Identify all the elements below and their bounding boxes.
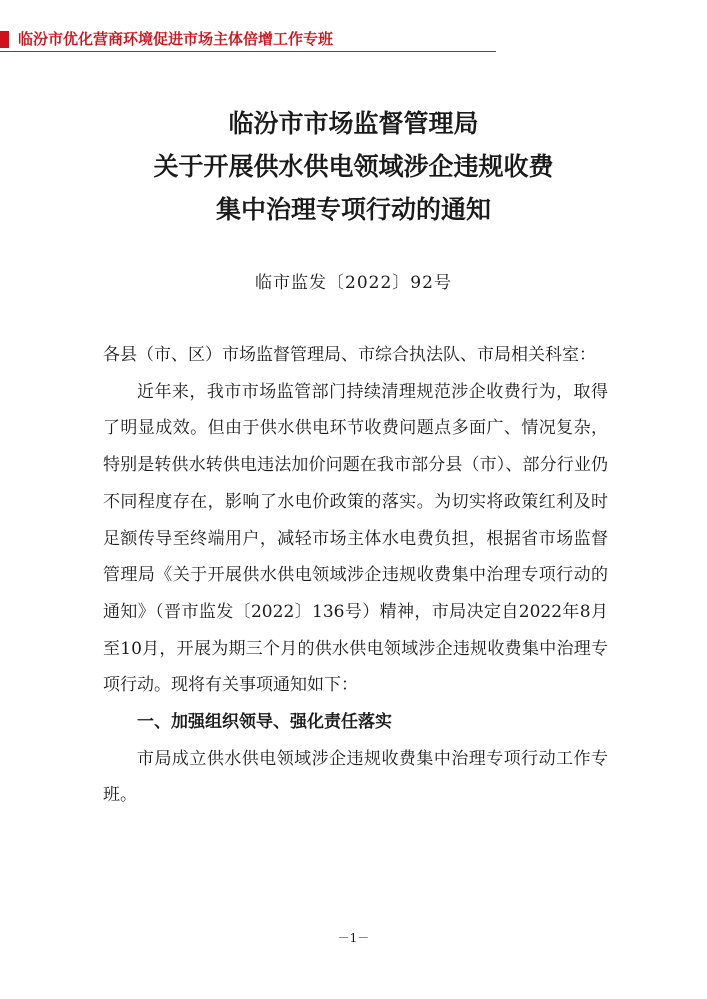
header-text: 临汾市优化营商环境促进市场主体倍增工作专班 xyxy=(18,30,334,48)
document-title xyxy=(0,102,707,231)
page-number: －1－ xyxy=(337,931,370,945)
header-red-marker xyxy=(0,31,9,48)
title-line-1: 临汾市市场监督管理局 xyxy=(228,109,479,138)
document-body xyxy=(103,337,608,814)
section-1-body: 市局成立供水供电领域涉企违规收费集中治理专项行动工作专班。 xyxy=(103,748,608,806)
title-line-3: 集中治理专项行动的通知 xyxy=(215,195,491,224)
header-rule xyxy=(0,51,496,52)
header-bar xyxy=(0,27,520,53)
paragraph-intro: 近年来，我市市场监管部门持续清理规范涉企收费行为，取得了明显成效。但由于供水供电环节收费问题点多面广、情况复杂，特别是转供水转供电违法加价问题在我市部分县（市）、部分行业仍不同程度存在，影响了水电价政策的落实。为切实将政策红利及时足额传导至终端用户，减轻市场主体水电费负担，根据省市场监督管理局《关于开展供水供电领域涉企违规收费集中治理专项行动的通知》（晋市监发〔2022〕136号）精神，市局决定自2022年8月至10月，开展为期三个月的供水供电领域涉企违规收费集中治理专项行动。现将有关事项通知如下： xyxy=(103,381,608,696)
title-line-2: 关于开展供水供电领域涉企违规收费 xyxy=(153,152,554,181)
section-heading-1: 一、加强组织领导、强化责任落实 xyxy=(137,712,392,733)
document-number: 临市监发〔2022〕92号 xyxy=(255,273,452,293)
addressee: 各县（市、区）市场监督管理局、市综合执法队、市局相关科室： xyxy=(103,345,596,365)
